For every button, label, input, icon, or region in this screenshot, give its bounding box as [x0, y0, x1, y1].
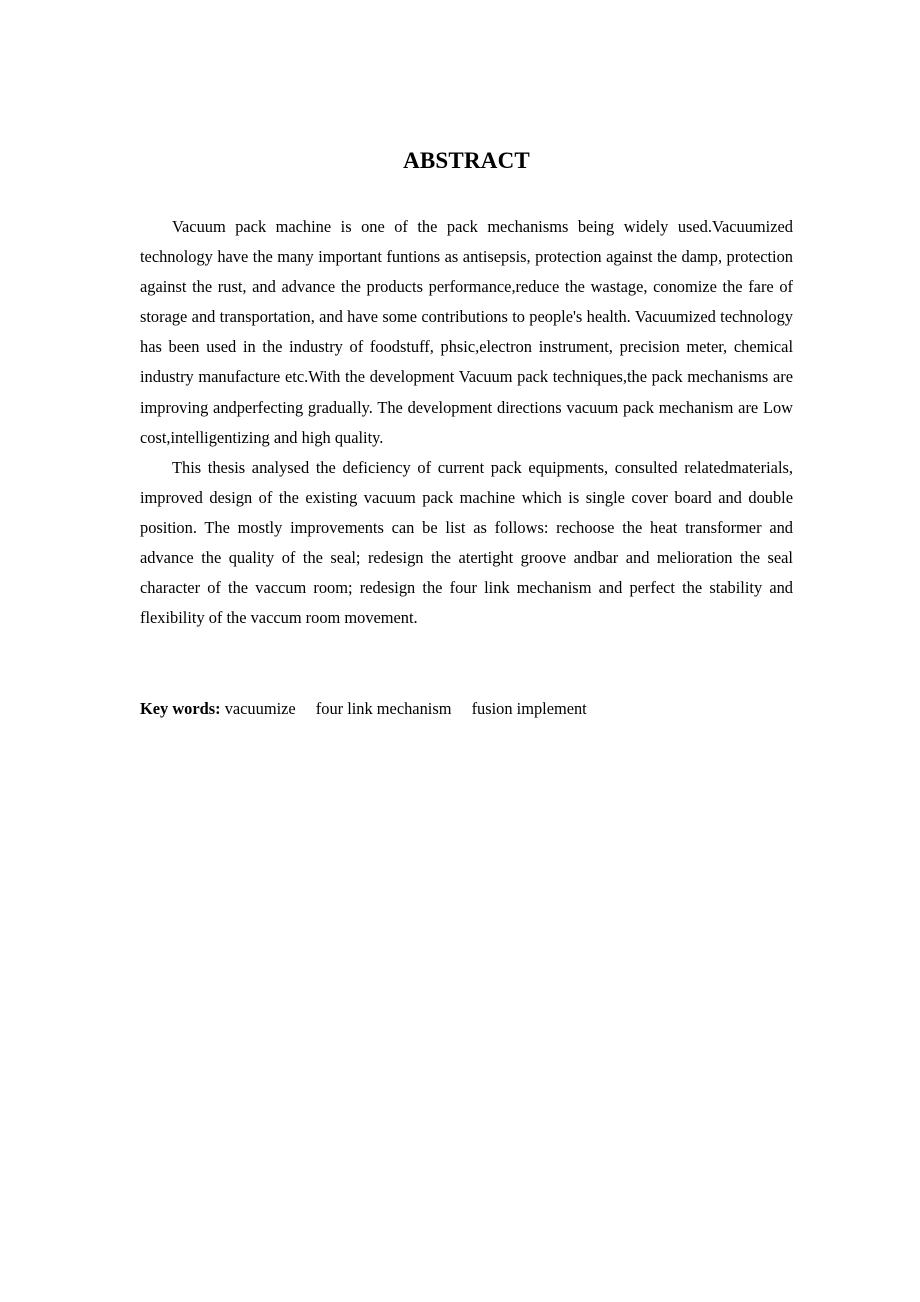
abstract-paragraph-1: Vacuum pack machine is one of the pack mechanisms being widely used.Vacuumized technology have the many important funtions as antisepsis, protection against the damp, protection against the rust, and advance the products performance,reduce the wastage, conomize the fare of storage and transportation, and have some contributions to people's health. Vacuumized technology has been used in the industry of foodstuff, phsic,electron instrument, precision meter, chemical industry manufacture etc.With the development Vacuum pack techniques,the pack mechanisms are improving andperfecting gradually. The development directions vacuum pack mechanism are Low cost,intelligentizing and high quality.: [140, 217, 793, 447]
keyword-item: four link mechanism: [315, 699, 452, 718]
abstract-body: [140, 212, 793, 633]
keywords-label: Key words:: [140, 699, 221, 718]
keyword-item: fusion implement: [471, 699, 587, 718]
abstract-title: ABSTRACT: [403, 148, 530, 173]
keyword-item: vacuumize: [224, 699, 296, 718]
keywords-line: [140, 694, 793, 724]
abstract-paragraph-2: This thesis analysed the deficiency of current pack equipments, consulted relatedmaterials, improved design of the existing vacuum pack machine which is single cover board and double position. The mostly improvements can be list as follows: rechoose the heat transformer and advance the quality of the seal; redesign the atertight groove andbar and melioration the seal character of the vaccum room; redesign the four link mechanism and perfect the stability and flexibility of the vaccum room movement.: [140, 457, 793, 628]
